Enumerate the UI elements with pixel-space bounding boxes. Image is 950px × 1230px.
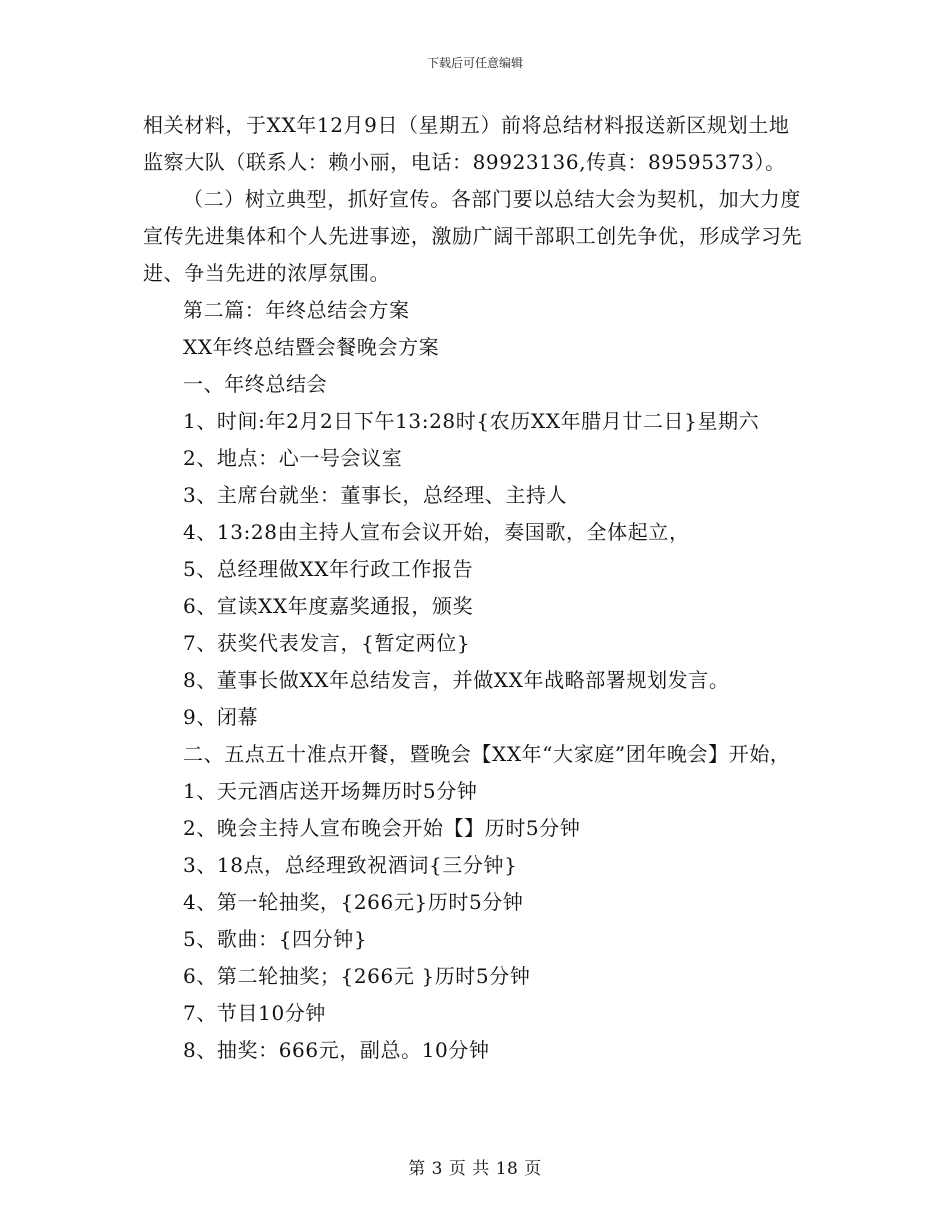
- page-number-footer: 第 3 页 共 18 页: [408, 1159, 542, 1179]
- header-note: 下载后可任意编辑: [426, 56, 523, 70]
- heading-dinner-party: 二、五点五十准点开餐，暨晚会【XX年“大家庭”团年晚会】开始，: [183, 742, 791, 766]
- party-item-1: 1、天元酒店送开场舞历时5分钟: [183, 779, 478, 803]
- meeting-item-3: 3、主席台就坐：董事长，总经理、主持人: [183, 483, 568, 507]
- meeting-item-7: 7、获奖代表发言，{暂定两位}: [183, 631, 471, 655]
- meeting-item-6: 6、宣读XX年度嘉奖通报，颁奖: [183, 594, 474, 618]
- plan-title: XX年终总结暨会餐晚会方案: [183, 335, 440, 359]
- meeting-item-2: 2、地点：心一号会议室: [183, 446, 403, 470]
- meeting-item-8: 8、董事长做XX年总结发言，并做XX年战略部署规划发言。: [183, 668, 730, 692]
- party-item-2: 2、晚会主持人宣布晚会开始【】历时5分钟: [183, 816, 581, 840]
- party-item-7: 7、节目10分钟: [183, 1001, 326, 1025]
- section-title-2: 第二篇：年终总结会方案: [183, 298, 410, 322]
- meeting-item-5: 5、总经理做XX年行政工作报告: [183, 557, 474, 581]
- party-item-5: 5、歌曲：{四分钟}: [183, 927, 368, 951]
- party-item-3: 3、18点，总经理致祝酒词{三分钟}: [183, 853, 518, 877]
- paragraph-1: 相关材料，于XX年12月9日（星期五）前将总结材料报送新区规划土地监察大队（联系人：赖小丽，电话：89923136,传真：89595373）。: [143, 113, 790, 174]
- meeting-item-4: 4、13:28由主持人宣布会议开始，奏国歌，全体起立，: [183, 520, 690, 544]
- party-item-4: 4、第一轮抽奖，{266元}历时5分钟: [183, 890, 524, 914]
- meeting-item-9: 9、闭幕: [183, 705, 259, 729]
- meeting-item-1: 1、时间:年2月2日下午13:28时{农历XX年腊月廿二日}星期六: [183, 409, 760, 433]
- party-item-8: 8、抽奖：666元，副总。10分钟: [183, 1038, 490, 1062]
- document-body: [143, 107, 803, 1069]
- paragraph-2: （二）树立典型，抓好宣传。各部门要以总结大会为契机，加大力度宣传先进集体和个人先进事迹，激励广阔干部职工创先争优，形成学习先进、争当先进的浓厚氛围。: [143, 187, 803, 285]
- party-item-6: 6、第二轮抽奖；{266元 }历时5分钟: [183, 964, 531, 988]
- heading-year-end-meeting: 一、年终总结会: [183, 372, 328, 396]
